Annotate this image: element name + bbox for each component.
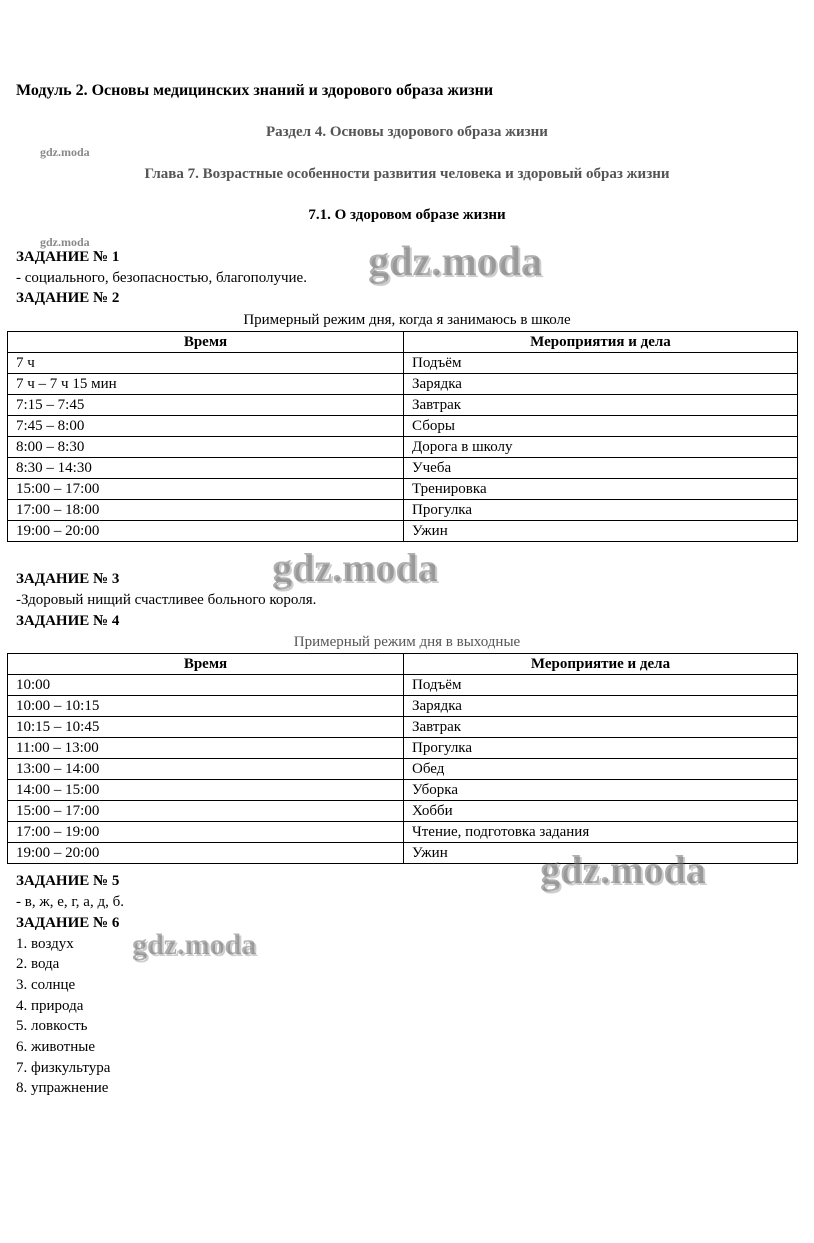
weekend-schedule-table <box>7 653 798 864</box>
time-cell: 19:00 – 20:00 <box>8 521 404 542</box>
time-cell: 10:00 – 10:15 <box>8 696 404 717</box>
time-cell: 11:00 – 13:00 <box>8 738 404 759</box>
activity-cell: Завтрак <box>404 395 798 416</box>
time-cell: 17:00 – 18:00 <box>8 500 404 521</box>
header-activity: Мероприятие и дела <box>404 654 798 675</box>
activity-cell: Ужин <box>404 521 798 542</box>
watermark-large-1: gdz.moda <box>368 239 542 285</box>
header-activity: Мероприятия и дела <box>404 332 798 353</box>
table-header-row <box>8 654 798 675</box>
list-item: 3. солнце <box>16 977 76 993</box>
task3-label: ЗАДАНИЕ № 3 <box>16 571 120 587</box>
watermark-large-2: gdz.moda <box>272 545 438 590</box>
time-cell: 10:15 – 10:45 <box>8 717 404 738</box>
activity-cell: Ужин <box>404 843 798 864</box>
table-row <box>8 353 798 374</box>
time-cell: 7:15 – 7:45 <box>8 395 404 416</box>
table-row <box>8 780 798 801</box>
activity-cell: Прогулка <box>404 738 798 759</box>
task1-answer: - социального, безопасностью, благополучие. <box>16 270 307 286</box>
table-row <box>8 395 798 416</box>
table-row <box>8 801 798 822</box>
table-row <box>8 437 798 458</box>
activity-cell: Зарядка <box>404 374 798 395</box>
time-cell: 15:00 – 17:00 <box>8 479 404 500</box>
table-row <box>8 717 798 738</box>
table-row <box>8 759 798 780</box>
activity-cell: Уборка <box>404 780 798 801</box>
header-time: Время <box>8 654 404 675</box>
watermark-large-3: gdz.moda <box>540 847 706 892</box>
table-row <box>8 416 798 437</box>
task5-answer: - в, ж, е, г, а, д, б. <box>16 894 124 910</box>
activity-cell: Обед <box>404 759 798 780</box>
activity-cell: Завтрак <box>404 717 798 738</box>
activity-cell: Сборы <box>404 416 798 437</box>
time-cell: 13:00 – 14:00 <box>8 759 404 780</box>
watermark-small-2: gdz.moda <box>40 235 90 249</box>
activity-cell: Зарядка <box>404 696 798 717</box>
time-cell: 8:00 – 8:30 <box>8 437 404 458</box>
list-item: 4. природа <box>16 998 84 1014</box>
activity-cell: Учеба <box>404 458 798 479</box>
header-time: Время <box>8 332 404 353</box>
activity-cell: Тренировка <box>404 479 798 500</box>
activity-cell: Подъём <box>404 353 798 374</box>
time-cell: 15:00 – 17:00 <box>8 801 404 822</box>
time-cell: 7 ч – 7 ч 15 мин <box>8 374 404 395</box>
school-day-schedule-table <box>7 331 798 542</box>
task4-label: ЗАДАНИЕ № 4 <box>16 613 120 629</box>
time-cell: 17:00 – 19:00 <box>8 822 404 843</box>
list-item: 6. животные <box>16 1039 95 1055</box>
time-cell: 7 ч <box>8 353 404 374</box>
list-item: 2. вода <box>16 956 60 972</box>
task4-caption: Примерный режим дня в выходные <box>293 634 521 650</box>
activity-cell: Подъём <box>404 675 798 696</box>
table-header-row <box>8 332 798 353</box>
list-item: 7. физкультура <box>16 1060 111 1076</box>
table-row <box>8 675 798 696</box>
watermark-small-1: gdz.moda <box>40 145 90 159</box>
list-item: 5. ловкость <box>16 1018 88 1034</box>
task2-label: ЗАДАНИЕ № 2 <box>16 290 120 306</box>
section-title: Раздел 4. Основы здорового образа жизни <box>266 124 548 140</box>
table-row <box>8 479 798 500</box>
activity-cell: Чтение, подготовка задания <box>404 822 798 843</box>
module-title: Модуль 2. Основы медицинских знаний и здорового образа жизни <box>16 82 494 99</box>
time-cell: 7:45 – 8:00 <box>8 416 404 437</box>
table-row <box>8 500 798 521</box>
activity-cell: Хобби <box>404 801 798 822</box>
task2-caption: Примерный режим дня, когда я занимаюсь в школе <box>243 312 571 328</box>
table-row <box>8 822 798 843</box>
time-cell: 19:00 – 20:00 <box>8 843 404 864</box>
list-item: 1. воздух <box>16 936 74 952</box>
task1-label: ЗАДАНИЕ № 1 <box>16 249 120 265</box>
chapter-title: Глава 7. Возрастные особенности развития человека и здоровый образ жизни <box>144 166 670 182</box>
task3-answer: -Здоровый нищий счастливее больного короля. <box>16 592 317 608</box>
time-cell: 8:30 – 14:30 <box>8 458 404 479</box>
table-row <box>8 696 798 717</box>
activity-cell: Дорога в школу <box>404 437 798 458</box>
table-row <box>8 374 798 395</box>
activity-cell: Прогулка <box>404 500 798 521</box>
table-row <box>8 458 798 479</box>
task5-label: ЗАДАНИЕ № 5 <box>16 873 120 889</box>
table-row <box>8 738 798 759</box>
watermark-large-4: gdz.moda <box>132 928 257 961</box>
time-cell: 14:00 – 15:00 <box>8 780 404 801</box>
topic-title: 7.1. О здоровом образе жизни <box>308 207 506 223</box>
task6-label: ЗАДАНИЕ № 6 <box>16 915 120 931</box>
table-row <box>8 521 798 542</box>
time-cell: 10:00 <box>8 675 404 696</box>
list-item: 8. упражнение <box>16 1080 109 1096</box>
